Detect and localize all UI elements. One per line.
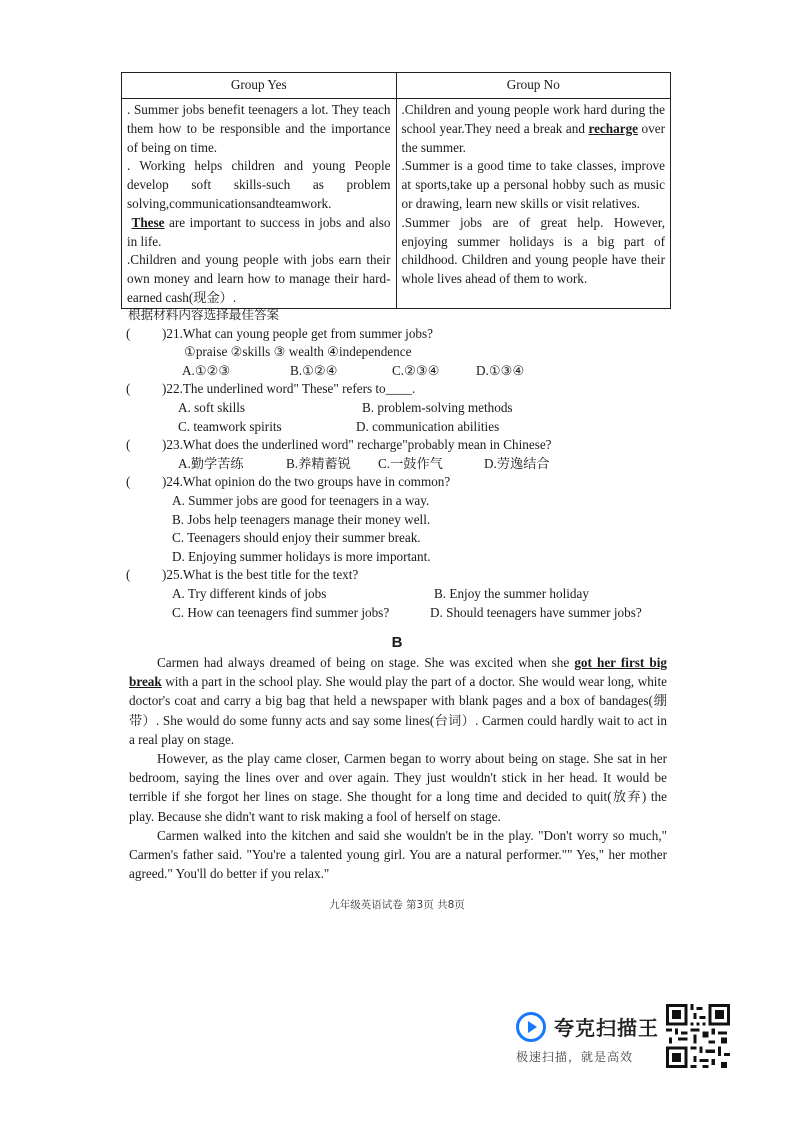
option-a[interactable]: A. Summer jobs are good for teenagers in a way.: [172, 492, 430, 508]
yes-point-2: . Working helps children and young People develop soft skills-such as problem solving,communicationsandteamwork.: [127, 158, 391, 211]
question-22-options-row1: [126, 399, 686, 418]
yes-point-3: [127, 214, 391, 252]
watermark-brand: 夸克扫描王: [554, 1016, 659, 1040]
no-point-2: .Summer is a good time to take classes, improve at sports,take up a personal hobby such as music or drawing, learn new skills or visit relatives.: [401, 158, 665, 211]
option-b[interactable]: B.养精蓄锐: [286, 455, 351, 471]
passage-paragraph-2: However, as the play came closer, Carmen began to worry about being on stage. She sat in her bedroom, saying the lines over and over again. They just wouldn't stick in her head. It would be terrible if she forgot her lines on stage. She thought for a long time and decided to quit(放弃) the play. Because she didn't want to risk making a fool of herself on stage.: [129, 751, 667, 824]
instruction-text: 根据材料内容选择最佳答案: [128, 307, 280, 322]
comparison-table: [121, 72, 671, 309]
question-section: [126, 306, 686, 622]
option-c[interactable]: C.②③④: [392, 362, 440, 378]
header-group-no: Group No: [396, 73, 671, 99]
option-a[interactable]: A.①②③: [182, 362, 231, 378]
group-no-cell: [396, 99, 671, 309]
answer-blank[interactable]: (: [126, 474, 131, 490]
header-group-yes: Group Yes: [122, 73, 397, 99]
option-a[interactable]: A. Try different kinds of jobs: [172, 585, 327, 601]
option-d[interactable]: D. communication abilities: [356, 418, 500, 434]
no-point-1-before: .Children and young people work hard during the school year.They need a break and: [401, 102, 665, 136]
p1-before: Carmen had always dreamed of being on stage. She was excited when she: [157, 655, 575, 670]
p1-after: with a part in the school play. She would play the part of a doctor. She would wear long, white doctor's coat and carry a big bag that held a newspaper with blank pages and a box of bandages(绷带）. She would do some funny acts and say some lines(台词）. Carmen could hardly wait to act in a real play on stage.: [129, 674, 667, 747]
no-point-1: [402, 101, 666, 157]
no-point-3: .Summer jobs are of great help. However, enjoying summer holidays is a big part of childhood. Children and young people have their whole lives ahead of them to work.: [401, 214, 665, 287]
option-c[interactable]: C. Teenagers should enjoy their summer break.: [172, 530, 421, 546]
underlined-phrase: got her first big break: [129, 655, 667, 690]
underlined-recharge: recharge: [588, 120, 639, 136]
option-b[interactable]: B. problem-solving methods: [362, 399, 513, 415]
question-25: [126, 566, 686, 585]
option-d[interactable]: D.劳逸结合: [484, 455, 550, 471]
scanner-watermark: [514, 1008, 734, 1068]
section-b-passage: [129, 653, 667, 883]
yes-point-4: .Children and young people with jobs earn their own money and learn how to manage their hard-earned cash(现金）.: [127, 252, 391, 305]
question-23: [126, 436, 686, 455]
option-d[interactable]: D.①③④: [476, 362, 525, 378]
option-c[interactable]: C. teamwork spirits: [178, 418, 282, 434]
question-21-items: ①praise ②skills ③ wealth ④independence: [184, 344, 412, 360]
option-c[interactable]: C. How can teenagers find summer jobs?: [172, 604, 390, 620]
option-b[interactable]: B.①②④: [290, 362, 338, 378]
table-header-row: [122, 73, 671, 99]
question-25-options-row2: [126, 604, 686, 623]
question-23-options: [126, 455, 686, 474]
question-stem: )22.The underlined word" These" refers to____.: [162, 381, 416, 397]
page-footer: 九年级英语试卷 第3页 共8页: [329, 899, 465, 911]
option-a[interactable]: A.勤学苦练: [178, 455, 244, 471]
table-body-row: [122, 99, 671, 309]
group-yes-cell: [122, 99, 397, 309]
option-a[interactable]: A. soft skills: [178, 399, 246, 415]
question-21-options: [126, 362, 686, 381]
yes-point-3-rest: are important to success in jobs and also in life.: [127, 214, 391, 249]
option-b[interactable]: B. Enjoy the summer holiday: [434, 585, 589, 601]
qr-code-icon: [666, 1004, 730, 1068]
question-22: [126, 380, 686, 399]
section-b-heading: B: [391, 634, 403, 651]
question-25-options-row1: [126, 585, 686, 604]
question-stem: )21.What can young people get from summer jobs?: [162, 325, 434, 341]
option-d[interactable]: D. Enjoying summer holidays is more important.: [172, 548, 431, 564]
passage-paragraph-3: Carmen walked into the kitchen and said she wouldn't be in the play. "Don't worry so much," Carmen's father said. "You're a talented young girl. You are a natural performer."" Yes," her mother agreed." You'll do better if you relax.": [129, 827, 667, 882]
question-stem: )25.What is the best title for the text?: [162, 567, 359, 583]
answer-blank[interactable]: (: [126, 325, 131, 341]
answer-blank[interactable]: (: [126, 437, 131, 453]
question-stem: )23.What does the underlined word" recharge"probably mean in Chinese?: [162, 437, 552, 453]
question-22-options-row2: [126, 418, 686, 437]
question-stem: )24.What opinion do the two groups have in common?: [162, 474, 451, 490]
option-c[interactable]: C.一鼓作气: [378, 455, 443, 471]
yes-point-1: . Summer jobs benefit teenagers a lot. They teach them how to be responsible and the importance of being on time.: [127, 102, 391, 155]
question-21: [126, 325, 686, 344]
answer-blank[interactable]: (: [126, 567, 131, 583]
question-24: [126, 473, 686, 492]
option-b[interactable]: B. Jobs help teenagers manage their money well.: [172, 511, 431, 527]
answer-blank[interactable]: (: [126, 381, 131, 397]
passage-paragraph-1: [129, 653, 667, 749]
option-d[interactable]: D. Should teenagers have summer jobs?: [430, 604, 642, 620]
watermark-slogan: 极速扫描，就是高效: [516, 1050, 634, 1064]
quark-logo-icon: [516, 1012, 546, 1042]
no-point-1-after: over the summer.: [401, 120, 665, 155]
underlined-these: These: [131, 214, 165, 230]
